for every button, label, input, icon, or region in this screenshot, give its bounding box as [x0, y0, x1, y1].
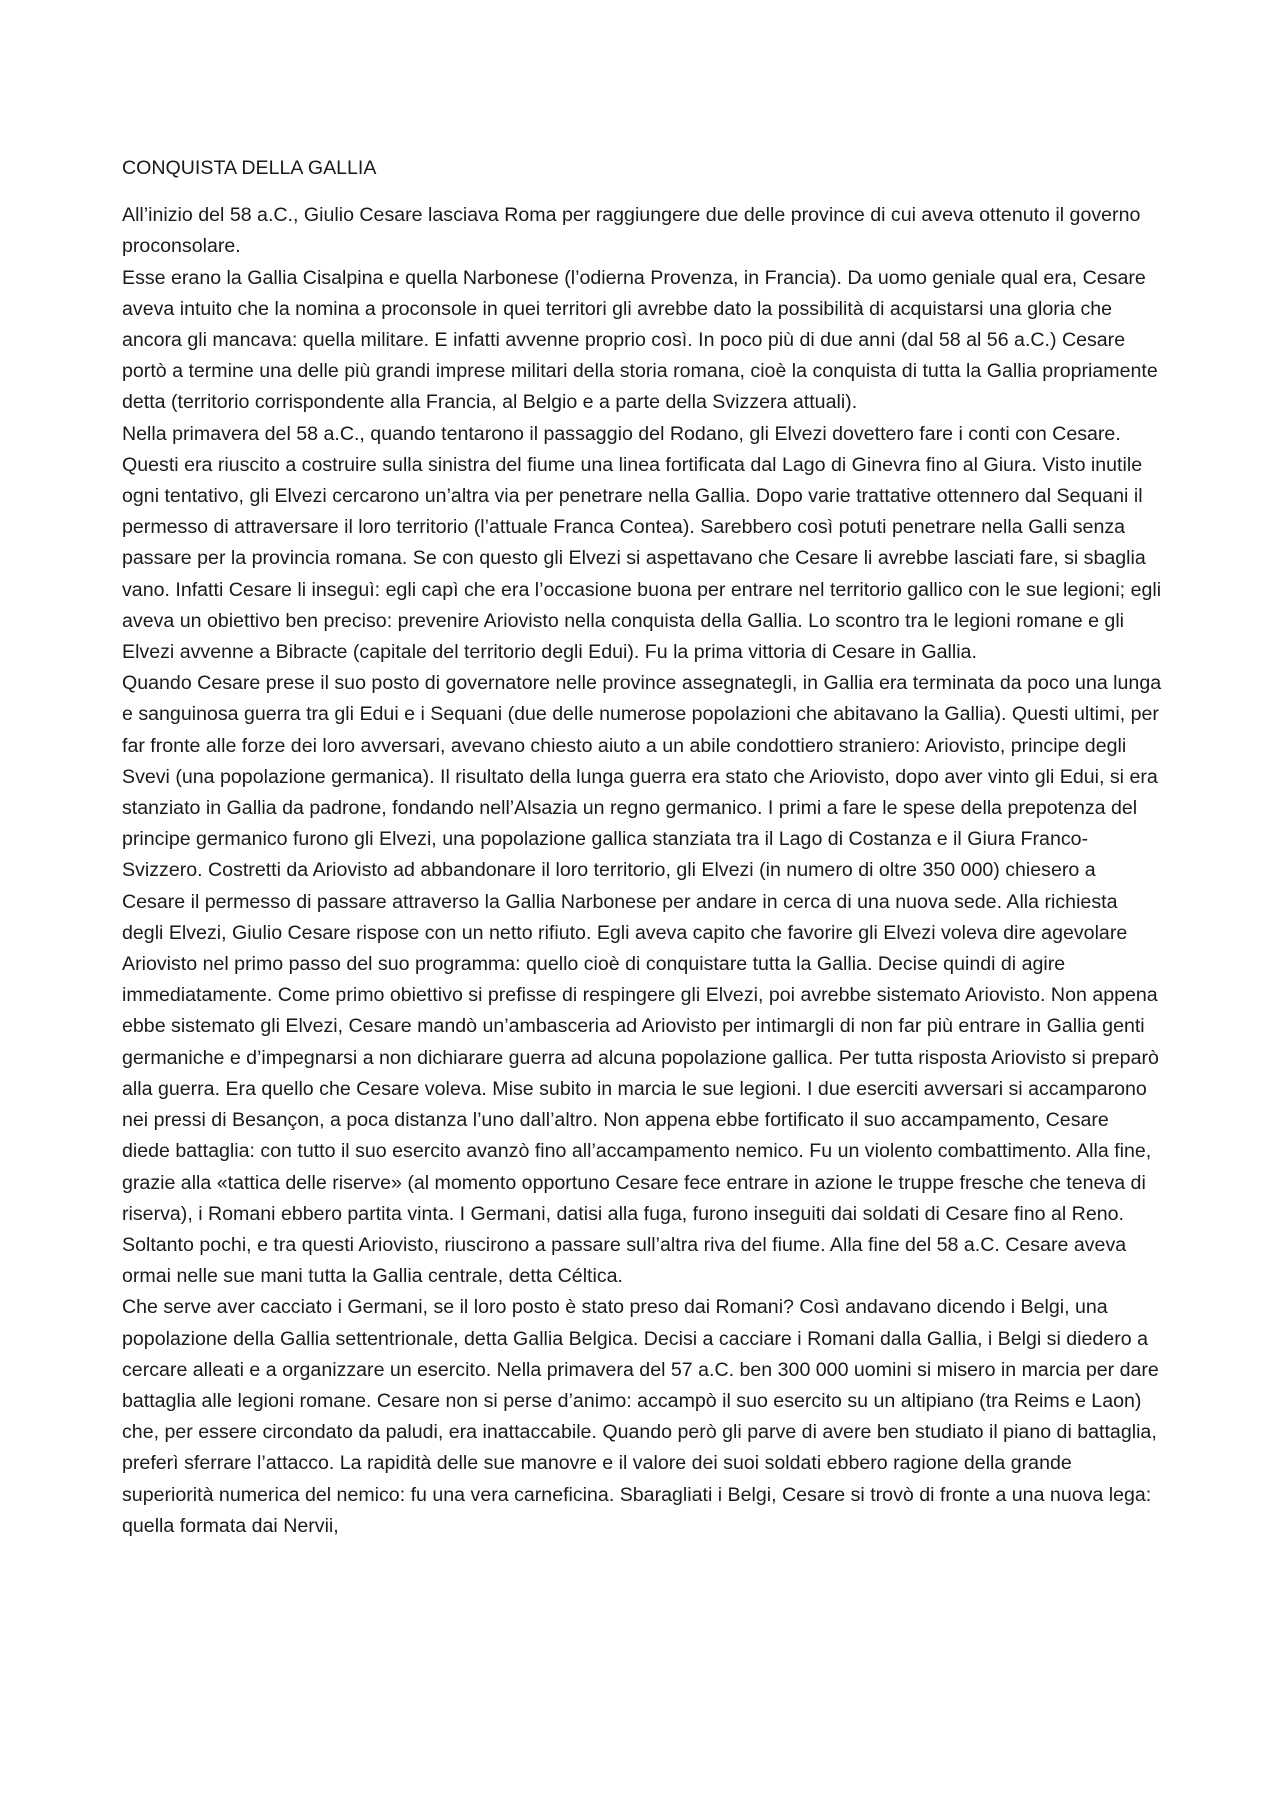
paragraph-belgae: Che serve aver cacciato i Germani, se il loro posto è stato preso dai Romani? Così andavano dicendo i Belgi, una popolazione della Gallia settentrionale, detta Gallia Belgica. Decisi a cacciare i Romani dalla Gallia, i Belgi si diedero a cercare alleati e a organizzare un esercito. Nella primavera del 57 a.C. ben 300 000 uomini si misero in marcia per dare battaglia alle legioni romane. Cesare non si perse d’animo: accampò il suo esercito su un altipiano (tra Reims e Laon) che, per essere circondato da paludi, era inattaccabile. Quando però gli parve di avere ben studiato il piano di battaglia, preferì sferrare l’attacco. La rapidità delle sue manovre e il valore dei suoi soldati ebbero ragione della grande superiorità numerica del nemico: fu una vera carneficina. Sbaragliati i Belgi, Cesare si trovò di fronte a una nuova lega: quella formata dai Nervii,: [122, 1296, 1159, 1537]
paragraph-helvetii: Nella primavera del 58 a.C., quando tentarono il passaggio del Rodano, gli Elvezi dovettero fare i conti con Cesare. Questi era riuscito a costruire sulla sinistra del fiume una linea fortificata dal Lago di Ginevra fino al Giura. Visto inutile ogni tentativo, gli Elvezi cercarono un’altra via per penetrare nella Gallia. Dopo varie trattative ottennero dal Sequani il permesso di attraversare il loro territorio (l’attuale Franca Contea). Sarebbero così potuti penetrare nella Galli senza passare per la provincia romana. Se con questo gli Elvezi si aspettavano che Cesare li avrebbe lasciati fare, si sbaglia vano. Infatti Cesare li inseguì: egli capì che era l’occasione buona per entrare nel territorio gallico con le sue legioni; egli aveva un obiettivo ben preciso: prevenire Ariovisto nella conquista della Gallia. Lo scontro tra le legioni romane e gli Elvezi avvenne a Bibracte (capitale del territorio degli Edui). Fu la prima vittoria di Cesare in Gallia.: [122, 422, 1162, 664]
paragraph-provinces: Esse erano la Gallia Cisalpina e quella Narbonese (l’odierna Provenza, in Francia). Da uomo geniale qual era, Cesare aveva intuito che la nomina a proconsole in quei territori gli avrebbe dato la possibilità di acquistarsi una gloria che ancora gli mancava: quella militare. E infatti avvenne proprio così. In poco più di due anni (dal 58 al 56 a.C.) Cesare portò a termine una delle più grandi imprese militari della storia romana, cioè la conquista di tutta la Gallia propriamente detta (territorio corrispondente alla Francia, al Belgio e a parte della Svizzera attuali).: [122, 266, 1158, 414]
paragraph-ariovistus: Quando Cesare prese il suo posto di governatore nelle province assegnategli, in Gallia era terminata da poco una lunga e sanguinosa guerra tra gli Edui e i Sequani (due delle numerose popolazioni che abitavano la Gallia). Questi ultimi, per far fronte alle forze dei loro avversari, avevano chiesto aiuto a un abile condottiero straniero: Ariovisto, principe degli Svevi (una popolazione germanica). Il risultato della lunga guerra era stato che Ariovisto, dopo aver vinto gli Edui, si era stanziato in Gallia da padrone, fondando nell’Alsazia un regno germanico. I primi a fare le spese della prepotenza del principe germanico furono gli Elvezi, una popolazione gallica stanziata tra il Lago di Costanza e il Giura Franco-Svizzero. Costretti da Ariovisto ad abbandonare il loro territorio, gli Elvezi (in numero di oltre 350 000) chiesero a Cesare il permesso di passare attraverso la Gallia Narbonese per andare in cerca di una nuova sede. Alla richiesta degli Elvezi, Giulio Cesare rispose con un netto rifiuto. Egli aveva capito che favorire gli Elvezi voleva dire agevolare Ariovisto nel primo passo del suo programma: quello cioè di conquistare tutta la Gallia. Decise quindi di agire immediatamente. Come primo obiettivo si prefisse di respingere gli Elvezi, poi avrebbe sistemato Ariovisto. Non appena ebbe sistemato gli Elvezi, Cesare mandò un’ambasceria ad Ariovisto per intimargli di non far più entrare in Gallia genti germaniche e d’impegnarsi a non dichiarare guerra ad alcuna popolazione gallica. Per tutta risposta Ariovisto si preparò alla guerra. Era quello che Cesare voleva. Mise subito in marcia le sue legioni. I due eserciti avversari si accamparono nei pressi di Besançon, a poca distanza l’uno dall’altro. Non appena ebbe fortificato il suo accampamento, Cesare diede battaglia: con tutto il suo esercito avanzò fino all’accampamento nemico. Fu un violento combattimento. Alla fine, grazie alla «tattica delle riserve» (al momento opportuno Cesare fece entrare in azione le truppe fresche che teneva di riserva), i Romani ebbero partita vinta. I Germani, datisi alla fuga, furono inseguiti dai soldati di Cesare fino al Reno. Soltanto pochi, e tra questi Ariovisto, riuscirono a passare sull’altra riva del fiume. Alla fine del 58 a.C. Cesare aveva ormai nelle sue mani tutta la Gallia centrale, detta Céltica.: [122, 672, 1162, 1288]
document-body: [122, 153, 1162, 1542]
paragraph-intro: All’inizio del 58 a.C., Giulio Cesare lasciava Roma per raggiungere due delle province di cui aveva ottenuto il governo proconsolare.: [122, 204, 1141, 258]
document-title: CONQUISTA DELLA GALLIA: [122, 157, 377, 179]
